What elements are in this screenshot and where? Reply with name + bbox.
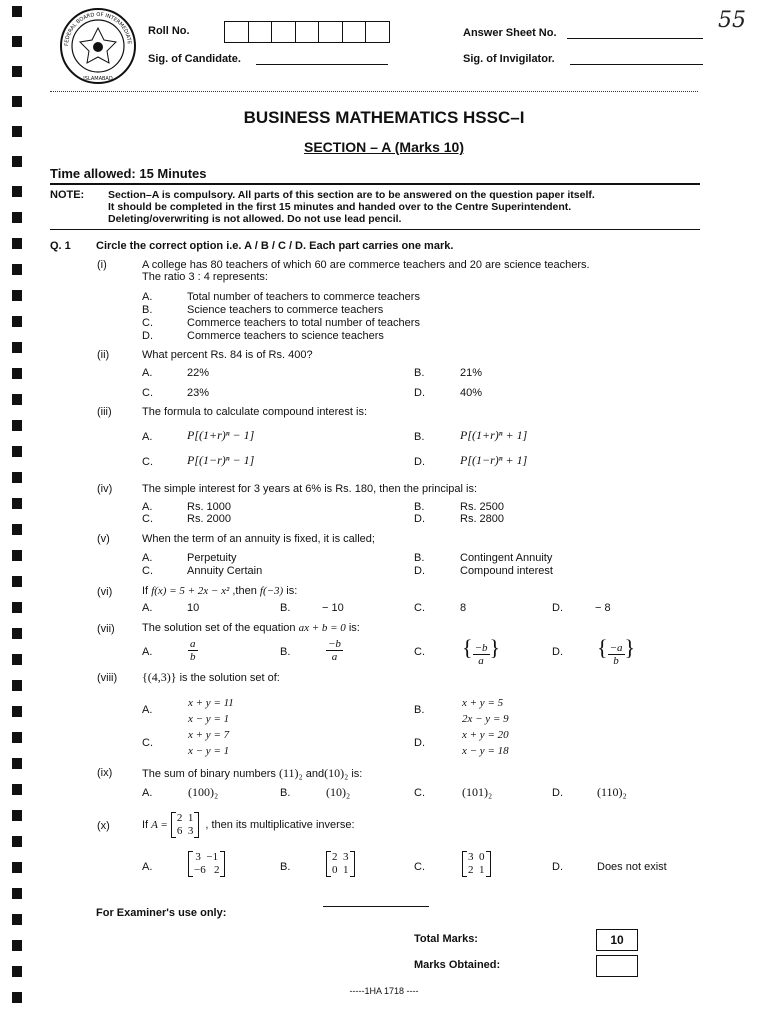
option-letter: D.	[414, 737, 425, 749]
q1-instruction: Circle the correct option i.e. A / B / C / D. Each part carries one mark.	[96, 240, 454, 252]
equation: x + y = 7	[188, 729, 230, 741]
roll-digit-box[interactable]	[319, 22, 343, 42]
option-b[interactable]: 21%	[460, 367, 483, 379]
option-a[interactable]: 22%	[187, 367, 210, 379]
marks-obtained-box[interactable]	[596, 955, 638, 977]
total-marks-box: 10	[596, 929, 638, 951]
option-letter: A.	[142, 431, 153, 443]
total-marks-label: Total Marks:	[414, 933, 478, 945]
equation: x + y = 5	[462, 697, 504, 709]
q-number: (vi)	[97, 586, 113, 598]
option-letter: B.	[414, 431, 425, 443]
option-letter: B.	[280, 602, 291, 614]
option-letter: A.	[142, 787, 153, 799]
option-b[interactable]	[142, 304, 420, 317]
q-text-line: A college has 80 teachers of which 60 are commerce teachers and 20 are science teachers.	[142, 259, 590, 271]
timing-mark	[12, 156, 22, 167]
q-formula: f(−3)	[259, 585, 284, 597]
option-letter: A.	[142, 501, 153, 513]
handwritten-mark: 55	[718, 8, 746, 33]
equation: x + y = 20	[462, 729, 509, 741]
q-formula: A =	[151, 819, 168, 831]
timing-mark	[12, 836, 22, 847]
q-number: (v)	[97, 533, 110, 545]
equation: x − y = 1	[188, 713, 230, 725]
note-label: NOTE:	[50, 189, 85, 201]
matrix-row: 2 1	[468, 864, 485, 876]
answer-sheet-label: Answer Sheet No.	[463, 27, 557, 39]
option-d[interactable]: Does not exist	[597, 861, 667, 873]
footer-code: -----1HA 1718 ----	[349, 986, 419, 996]
q-text-part: The solution set of the equation	[142, 622, 296, 634]
examiner-line	[323, 906, 429, 907]
note-line: It should be completed in the first 15 minutes and handed over to the Centre Superintendent.	[108, 201, 572, 213]
q-text	[142, 812, 355, 838]
option-c[interactable]: 23%	[187, 387, 210, 399]
answer-sheet-field[interactable]	[567, 38, 703, 39]
option-letter: D.	[414, 513, 425, 525]
timing-mark	[12, 212, 22, 223]
numerator: a	[190, 638, 196, 650]
matrix-row: 6 3	[176, 825, 194, 837]
q-formula: ax + b = 0	[298, 622, 346, 634]
q-text: The simple interest for 3 years at 6% is Rs. 180, then the principal is:	[142, 483, 478, 495]
roll-digit-box[interactable]	[249, 22, 273, 42]
option-c[interactable]: Rs. 2000	[187, 513, 232, 525]
option-letter: B.	[280, 646, 291, 658]
options-list	[142, 291, 420, 343]
option-b[interactable]: Rs. 2500	[460, 501, 505, 513]
option-letter: C.	[414, 787, 425, 799]
option-b[interactable]: Contingent Annuity	[460, 552, 553, 564]
timing-mark	[12, 66, 22, 77]
option-letter: D.	[414, 456, 425, 468]
q-text-part: is the solution set of:	[179, 672, 280, 684]
option-a[interactable]	[142, 291, 420, 304]
svg-text:ISLAMABAD: ISLAMABAD	[83, 76, 113, 82]
matrix-a	[171, 812, 200, 838]
q-text: The formula to calculate compound interest is:	[142, 406, 368, 418]
option-letter: D.	[552, 602, 563, 614]
option-letter: A.	[142, 602, 153, 614]
option-letter: D.	[414, 565, 425, 577]
q-number: (ix)	[97, 767, 113, 779]
timing-mark	[12, 914, 22, 925]
q-text-part: If	[142, 585, 149, 597]
option-d[interactable]: P[(1−r)ⁿ + 1]	[460, 453, 528, 467]
equation: x + y = 11	[188, 697, 234, 709]
q-text-part: and	[305, 768, 325, 780]
option-c[interactable]: Annuity Certain	[187, 565, 263, 577]
option-b[interactable]: − 10	[322, 602, 344, 614]
q-formula: f(x) = 5 + 2x − x²	[151, 585, 230, 597]
rule	[50, 183, 700, 185]
option-text: Science teachers to commerce teachers	[187, 304, 384, 316]
equation: 2x − y = 9	[462, 713, 509, 725]
option-letter: A.	[142, 861, 153, 873]
option-a[interactable]: Perpetuity	[187, 552, 237, 564]
option-letter: A.	[142, 552, 153, 564]
timing-mark	[12, 576, 22, 587]
q-text-part: is:	[348, 622, 360, 634]
q1-label: Q. 1	[50, 240, 71, 252]
timing-mark	[12, 36, 22, 47]
timing-mark	[12, 472, 22, 483]
option-c[interactable]: 8	[460, 602, 467, 614]
q-text-line: The ratio 3 : 4 represents:	[142, 271, 268, 283]
q-number: (vii)	[97, 623, 115, 635]
q-text-part: is:	[286, 585, 298, 597]
q-text-part: If	[142, 819, 149, 831]
note-line: Section–A is compulsory. All parts of this section are to be answered on the question paper itself.	[108, 189, 595, 201]
option-b[interactable]	[326, 638, 343, 663]
sig-candidate-label: Sig. of Candidate.	[148, 53, 241, 65]
denominator: a	[478, 654, 484, 667]
q-number: (i)	[97, 259, 107, 271]
examiner-label: For Examiner's use only:	[96, 907, 227, 919]
timing-mark	[12, 446, 22, 457]
roll-digit-box[interactable]	[225, 22, 249, 42]
option-d[interactable]	[462, 727, 509, 759]
option-a[interactable]: (100)₂	[188, 785, 219, 799]
timing-mark	[12, 316, 22, 327]
option-letter: D.	[142, 330, 153, 342]
q-text-part: is:	[351, 768, 363, 780]
q-text-part: ,then	[232, 585, 257, 597]
matrix-row: 2 1	[176, 812, 194, 824]
roll-digit-box[interactable]	[366, 22, 389, 42]
equation: x − y = 1	[188, 745, 230, 757]
q-text: When the term of an annuity is fixed, it is called;	[142, 533, 375, 545]
roll-digit-box[interactable]	[272, 22, 296, 42]
denominator: a	[331, 651, 338, 663]
option-text: Total number of teachers to commerce teachers	[187, 291, 420, 303]
option-letter: D.	[552, 861, 563, 873]
matrix-row: −6 2	[194, 864, 220, 876]
option-d[interactable]: Compound interest	[460, 565, 553, 577]
option-letter: A.	[142, 704, 153, 716]
timing-mark	[12, 706, 22, 717]
option-d[interactable]: Rs. 2800	[460, 513, 505, 525]
q-number: (iii)	[97, 406, 112, 418]
timing-mark	[12, 96, 22, 107]
option-c[interactable]	[462, 851, 491, 877]
option-c[interactable]	[142, 317, 420, 330]
q-formula: {(4,3)}	[142, 670, 177, 684]
option-letter: C.	[142, 317, 153, 329]
option-letter: A.	[142, 646, 153, 658]
board-logo	[58, 6, 138, 89]
option-d[interactable]: 40%	[460, 387, 483, 399]
timing-mark	[12, 862, 22, 873]
q-text-part: The sum of binary numbers	[142, 768, 276, 780]
option-letter: C.	[142, 513, 153, 525]
option-c[interactable]: P[(1−r)ⁿ − 1]	[187, 453, 255, 467]
timing-mark	[12, 758, 22, 769]
timing-mark	[12, 186, 22, 197]
option-text: Commerce teachers to science teachers	[187, 330, 384, 342]
option-letter: C.	[142, 387, 153, 399]
option-letter: D.	[414, 387, 425, 399]
denominator: b	[190, 651, 196, 663]
roll-digit-box[interactable]	[343, 22, 367, 42]
timing-mark	[12, 238, 22, 249]
timing-mark	[12, 810, 22, 821]
timing-mark	[12, 524, 22, 535]
timing-mark	[12, 290, 22, 301]
timing-mark	[12, 6, 22, 17]
timing-mark	[12, 342, 22, 353]
sig-candidate-field[interactable]	[256, 64, 388, 65]
timing-mark	[12, 368, 22, 379]
q-text	[142, 766, 362, 781]
marks-obtained-label: Marks Obtained:	[414, 959, 501, 971]
option-text: Commerce teachers to total number of teachers	[187, 317, 420, 329]
rule	[50, 229, 700, 230]
sig-invigilator-field[interactable]	[570, 64, 703, 65]
option-a[interactable]	[188, 851, 225, 877]
option-a[interactable]: P[(1+r)ⁿ − 1]	[187, 428, 255, 442]
timing-mark	[12, 732, 22, 743]
timing-mark	[12, 550, 22, 561]
q-number: (viii)	[97, 672, 118, 684]
option-letter: D.	[552, 787, 563, 799]
option-letter: D.	[552, 646, 563, 658]
option-d[interactable]	[142, 330, 420, 343]
timing-mark	[12, 394, 22, 405]
matrix-row: 3 0	[468, 851, 485, 863]
q-formula: (11)₂	[278, 766, 303, 780]
timing-mark	[12, 654, 22, 665]
option-letter: B.	[142, 304, 153, 316]
timing-mark	[12, 888, 22, 899]
option-d[interactable]: (110)₂	[597, 785, 627, 799]
q-text	[142, 622, 360, 634]
option-b[interactable]: P[(1+r)ⁿ + 1]	[460, 428, 528, 442]
numerator: −b	[474, 641, 488, 654]
q-text	[142, 670, 280, 685]
timing-mark	[12, 680, 22, 691]
matrix-row: 0 1	[332, 864, 349, 876]
option-letter: A.	[142, 367, 153, 379]
timing-mark	[12, 940, 22, 951]
option-letter: C.	[142, 565, 153, 577]
q-text	[142, 259, 590, 283]
option-letter: C.	[414, 602, 425, 614]
svg-text:FEDERAL BOARD OF INTERMEDIATE: FEDERAL BOARD OF INTERMEDIATE	[63, 11, 132, 47]
q-text-part: , then its multiplicative inverse:	[205, 819, 355, 831]
option-c[interactable]: { $\frac{-b}{a}$ }	[462, 635, 501, 667]
timing-mark	[12, 628, 22, 639]
matrix-row: 2 3	[332, 851, 349, 863]
q-text: What percent Rs. 84 is of Rs. 400?	[142, 349, 313, 361]
option-letter: B.	[414, 704, 425, 716]
q-formula: (10)₂	[324, 766, 349, 780]
timing-mark	[12, 420, 22, 431]
option-letter: C.	[142, 456, 153, 468]
option-d[interactable]: { $\frac{-a}{b}$ }	[597, 635, 636, 667]
note-text	[108, 189, 595, 225]
matrix-row: 3 −1	[195, 851, 219, 863]
sig-invigilator-label: Sig. of Invigilator.	[463, 53, 555, 65]
numerator: −a	[609, 641, 623, 654]
option-letter: B.	[414, 501, 425, 513]
option-c[interactable]: (101)₂	[462, 785, 493, 799]
cut-line	[50, 91, 698, 92]
option-letter: C.	[414, 646, 425, 658]
option-d[interactable]: − 8	[595, 602, 611, 614]
q-number: (x)	[97, 820, 110, 832]
timing-mark	[12, 498, 22, 509]
q-text	[142, 585, 297, 597]
option-letter: A.	[142, 291, 153, 303]
option-letter: B.	[280, 787, 291, 799]
option-b[interactable]: (10)₂	[326, 785, 351, 799]
option-letter: C.	[414, 861, 425, 873]
q-number: (ii)	[97, 349, 110, 361]
option-a[interactable]	[188, 638, 198, 663]
option-letter: B.	[280, 861, 291, 873]
option-a[interactable]: Rs. 1000	[187, 501, 232, 513]
timing-mark	[12, 264, 22, 275]
option-letter: C.	[142, 737, 153, 749]
timing-mark	[12, 966, 22, 977]
option-letter: B.	[414, 367, 425, 379]
roll-no-boxes[interactable]	[224, 21, 390, 43]
option-a[interactable]	[188, 695, 234, 727]
paper-title: BUSINESS MATHEMATICS HSSC–I	[243, 108, 525, 127]
equation: x − y = 18	[462, 745, 509, 757]
option-b[interactable]	[326, 851, 355, 877]
timing-mark	[12, 602, 22, 613]
note-line: Deleting/overwriting is not allowed. Do not use lead pencil.	[108, 213, 402, 225]
option-a[interactable]: 10	[187, 602, 200, 614]
option-b[interactable]	[462, 695, 509, 727]
roll-digit-box[interactable]	[296, 22, 320, 42]
time-allowed: Time allowed: 15 Minutes	[50, 166, 207, 181]
denominator: b	[613, 654, 619, 667]
section-title: SECTION – A (Marks 10)	[303, 139, 464, 155]
option-letter: B.	[414, 552, 425, 564]
q-number: (iv)	[97, 483, 113, 495]
roll-no-label: Roll No.	[148, 25, 190, 37]
numerator: −b	[328, 638, 341, 650]
option-c[interactable]	[188, 727, 229, 759]
timing-mark	[12, 784, 22, 795]
